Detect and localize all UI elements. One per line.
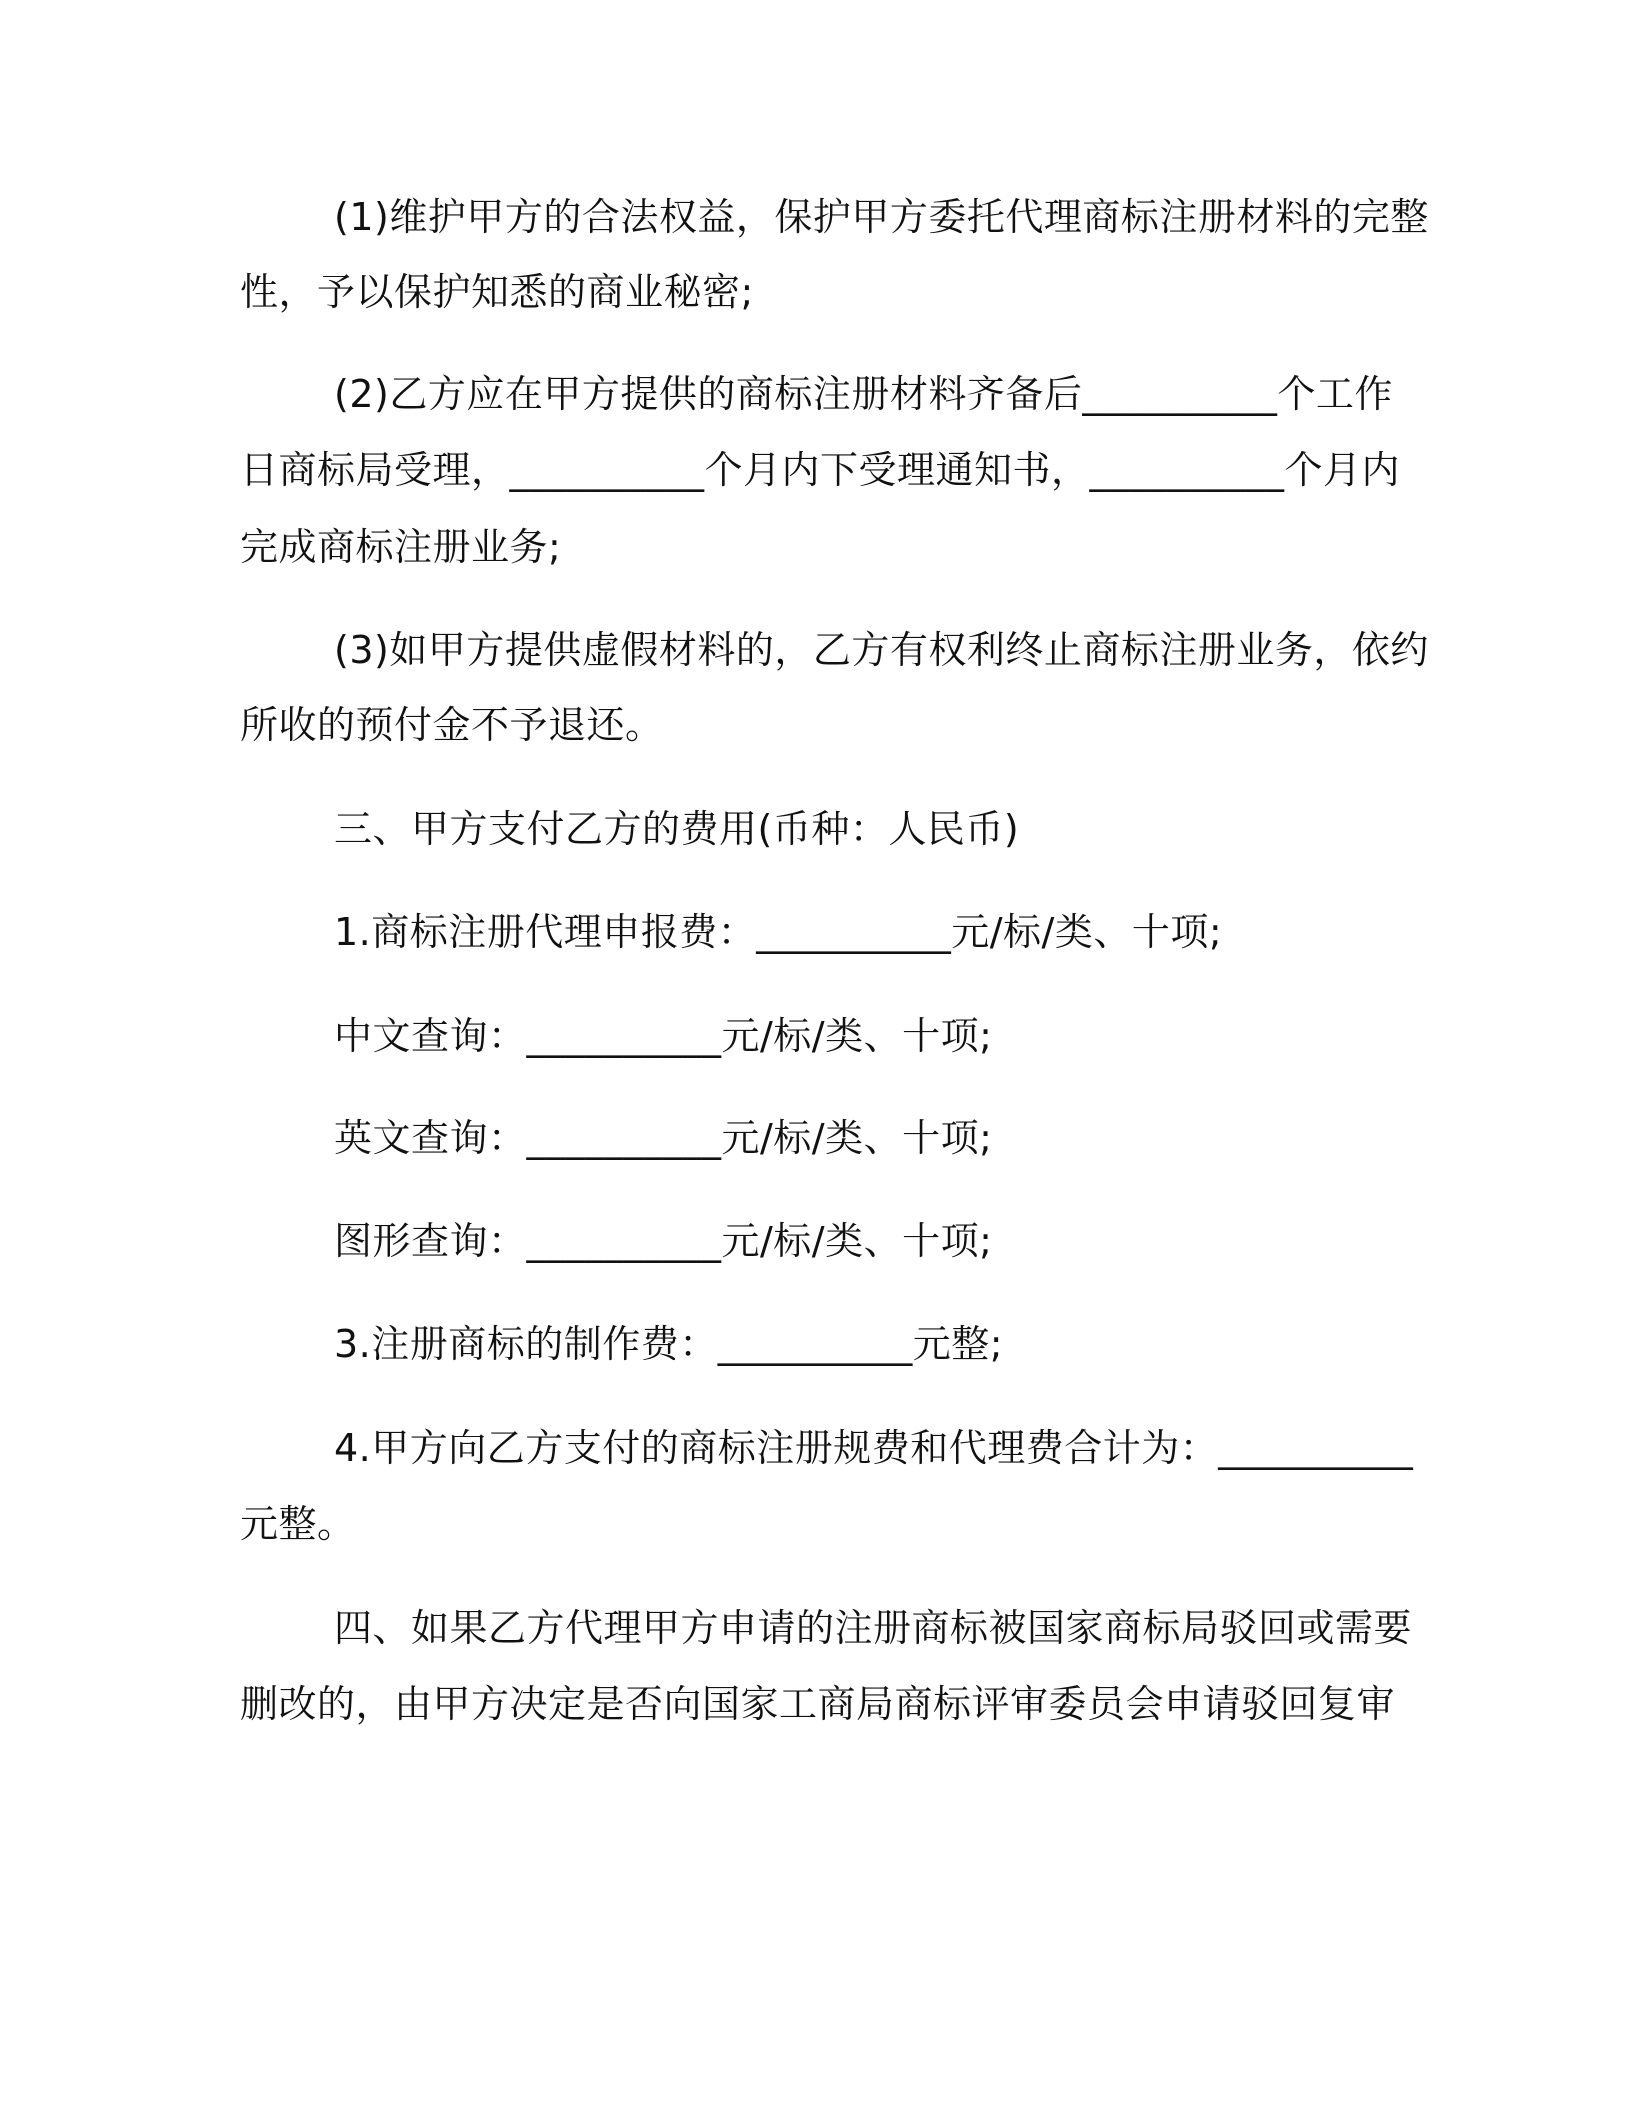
paragraph-2-line-3: 完成商标注册业务;	[240, 525, 562, 569]
fee-item-production: 3.注册商标的制作费：__________元整;	[334, 1322, 1004, 1366]
paragraph-3-line-1: (3)如甲方提供虚假材料的，乙方有权利终止商标注册业务，依约	[334, 628, 1429, 672]
fee-total-line-2: 元整。	[240, 1502, 356, 1546]
section-4-line-2: 删改的，由甲方决定是否向国家工商局商标评审委员会申请驳回复审	[240, 1682, 1396, 1726]
paragraph-2-line-2: 日商标局受理，__________个月内下受理通知书，__________个月内	[240, 448, 1401, 492]
paragraph-1-line-1: (1)维护甲方的合法权益，保护甲方委托代理商标注册材料的完整	[334, 195, 1429, 239]
fee-item-application: 1.商标注册代理申报费：__________元/标/类、十项;	[334, 910, 1223, 954]
paragraph-1-line-2: 性，予以保护知悉的商业秘密;	[240, 270, 754, 314]
section-4-line-1: 四、如果乙方代理甲方申请的注册商标被国家商标局驳回或需要	[334, 1606, 1413, 1650]
fee-item-chinese-search: 中文查询：__________元/标/类、十项;	[334, 1014, 993, 1058]
paragraph-2-line-1: (2)乙方应在甲方提供的商标注册材料齐备后__________个工作	[334, 372, 1393, 416]
paragraph-3-line-2: 所收的预付金不予退还。	[240, 703, 664, 747]
fee-item-english-search: 英文查询：__________元/标/类、十项;	[334, 1116, 993, 1160]
fee-total-line-1: 4.甲方向乙方支付的商标注册规费和代理费合计为：__________	[334, 1426, 1414, 1470]
section-3-heading: 三、甲方支付乙方的费用(币种：人民币)	[334, 807, 1020, 851]
fee-item-graphic-search: 图形查询：__________元/标/类、十项;	[334, 1219, 993, 1263]
